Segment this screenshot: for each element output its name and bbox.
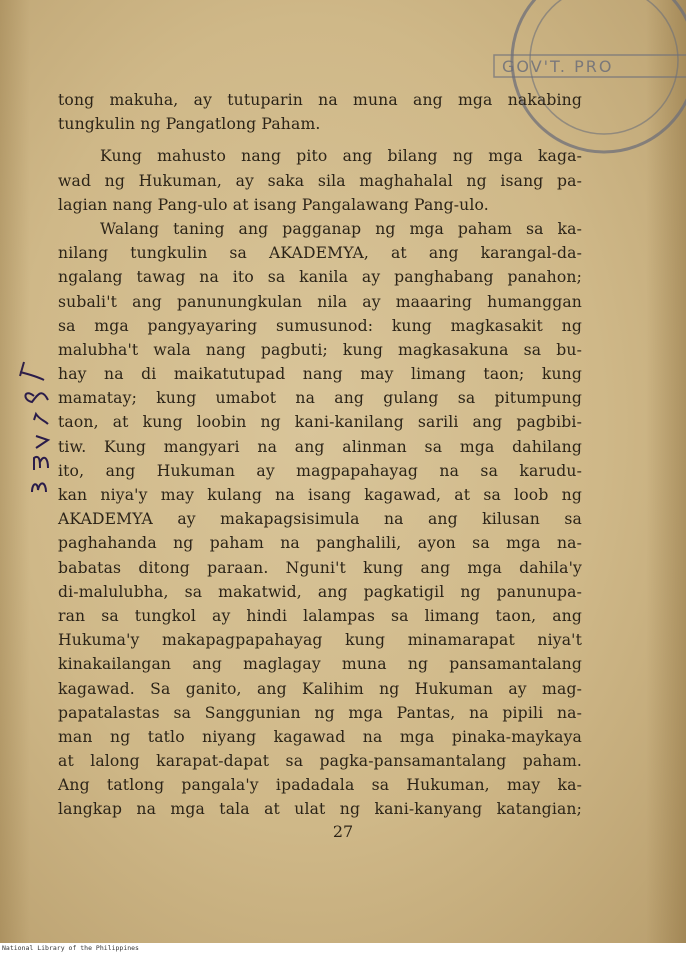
text-line: at lalong karapat-dapat sa pagka-pansamantalang paham. [58,752,582,771]
text-line: langkap na mga tala at ulat ng kani-kanyang katangian; [58,800,582,819]
text-line: lagian nang Pang-ulo at isang Pangalawang Pang-ulo. [58,195,489,214]
handwritten-margin-notes [14,358,60,508]
text-line: paghahanda ng paham na panghalili, ayon sa mga na- [58,534,582,553]
text-line: ito, ang Hukuman ay magpapahayag na sa karudu- [58,461,582,480]
text-line: AKADEMYA ay makapagsisimula na ang kilusan sa [58,510,582,529]
text-line: ngalang tawag na ito sa kanila ay panghabang panahon; [58,268,582,287]
text-line: kan niya'y may kulang na isang kagawad, at sa loob ng [58,486,582,504]
text-line: babatas ditong paraan. Nguni't kung ang mga dahila'y [58,558,582,577]
text-line: Kung mahusto nang pito ang bilang ng mga kaga- [100,147,582,166]
text-line: tong makuha, ay tutuparin na muna ang mga nakabing [58,91,582,109]
text-line: man ng tatlo niyang kagawad na mga pinaka-maykaya [58,727,582,746]
text-line: malubha't wala nang pagbuti; kung magkasakuna sa bu- [58,340,582,359]
text-line: Walang taning ang pagganap ng mga paham sa ka- [100,219,582,238]
text-line: nilang tungkulin sa AKADEMYA, at ang karangal-da- [58,244,582,263]
page-number: 27 [332,822,354,841]
text-line: kinakailangan ang maglagay muna ng pansamantalang [58,655,582,674]
page-body-text [58,88,582,822]
text-line: tungkulin ng Pangatlong Paham. [58,115,321,134]
text-line: mamatay; kung umabot na ang gulang sa pitumpung [58,389,582,408]
footer-credit: National Library of the Philippines [2,944,139,952]
text-line: ran sa tungkol ay hindi lalampas sa limang taon, ang [58,606,582,625]
text-line: kagawad. Sa ganito, ang Kalihim ng Hukuman ay mag- [58,679,582,698]
text-line: tiw. Kung mangyari na ang alinman sa mga dahilang [58,437,582,456]
text-line: sa mga pangyayaring sumusunod: kung magkasakit ng [58,316,582,335]
text-line: taon, at kung loobin ng kani-kanilang sarili ang pagbibi- [58,413,582,432]
text-line: subali't ang panunungkulan nila ay maaaring humanggan [58,292,582,311]
text-line: di-malulubha, sa makatwid, ang pagkatigil ng panunupa- [58,582,582,601]
stamp-text: GOV'T. PRO [502,57,614,76]
text-line: wad ng Hukuman, ay saka sila maghahalal ng isang pa- [58,171,582,190]
text-line: Hukuma'y makapagpapahayag kung minamarapat niya't [58,631,582,650]
text-line: hay na di maikatutupad nang may limang taon; kung [58,365,582,384]
text-line: papatalastas sa Sanggunian ng mga Pantas, na pipili na- [58,703,582,722]
text-line: Ang tatlong pangala'y ipadadala sa Hukuman, may ka- [58,776,582,795]
